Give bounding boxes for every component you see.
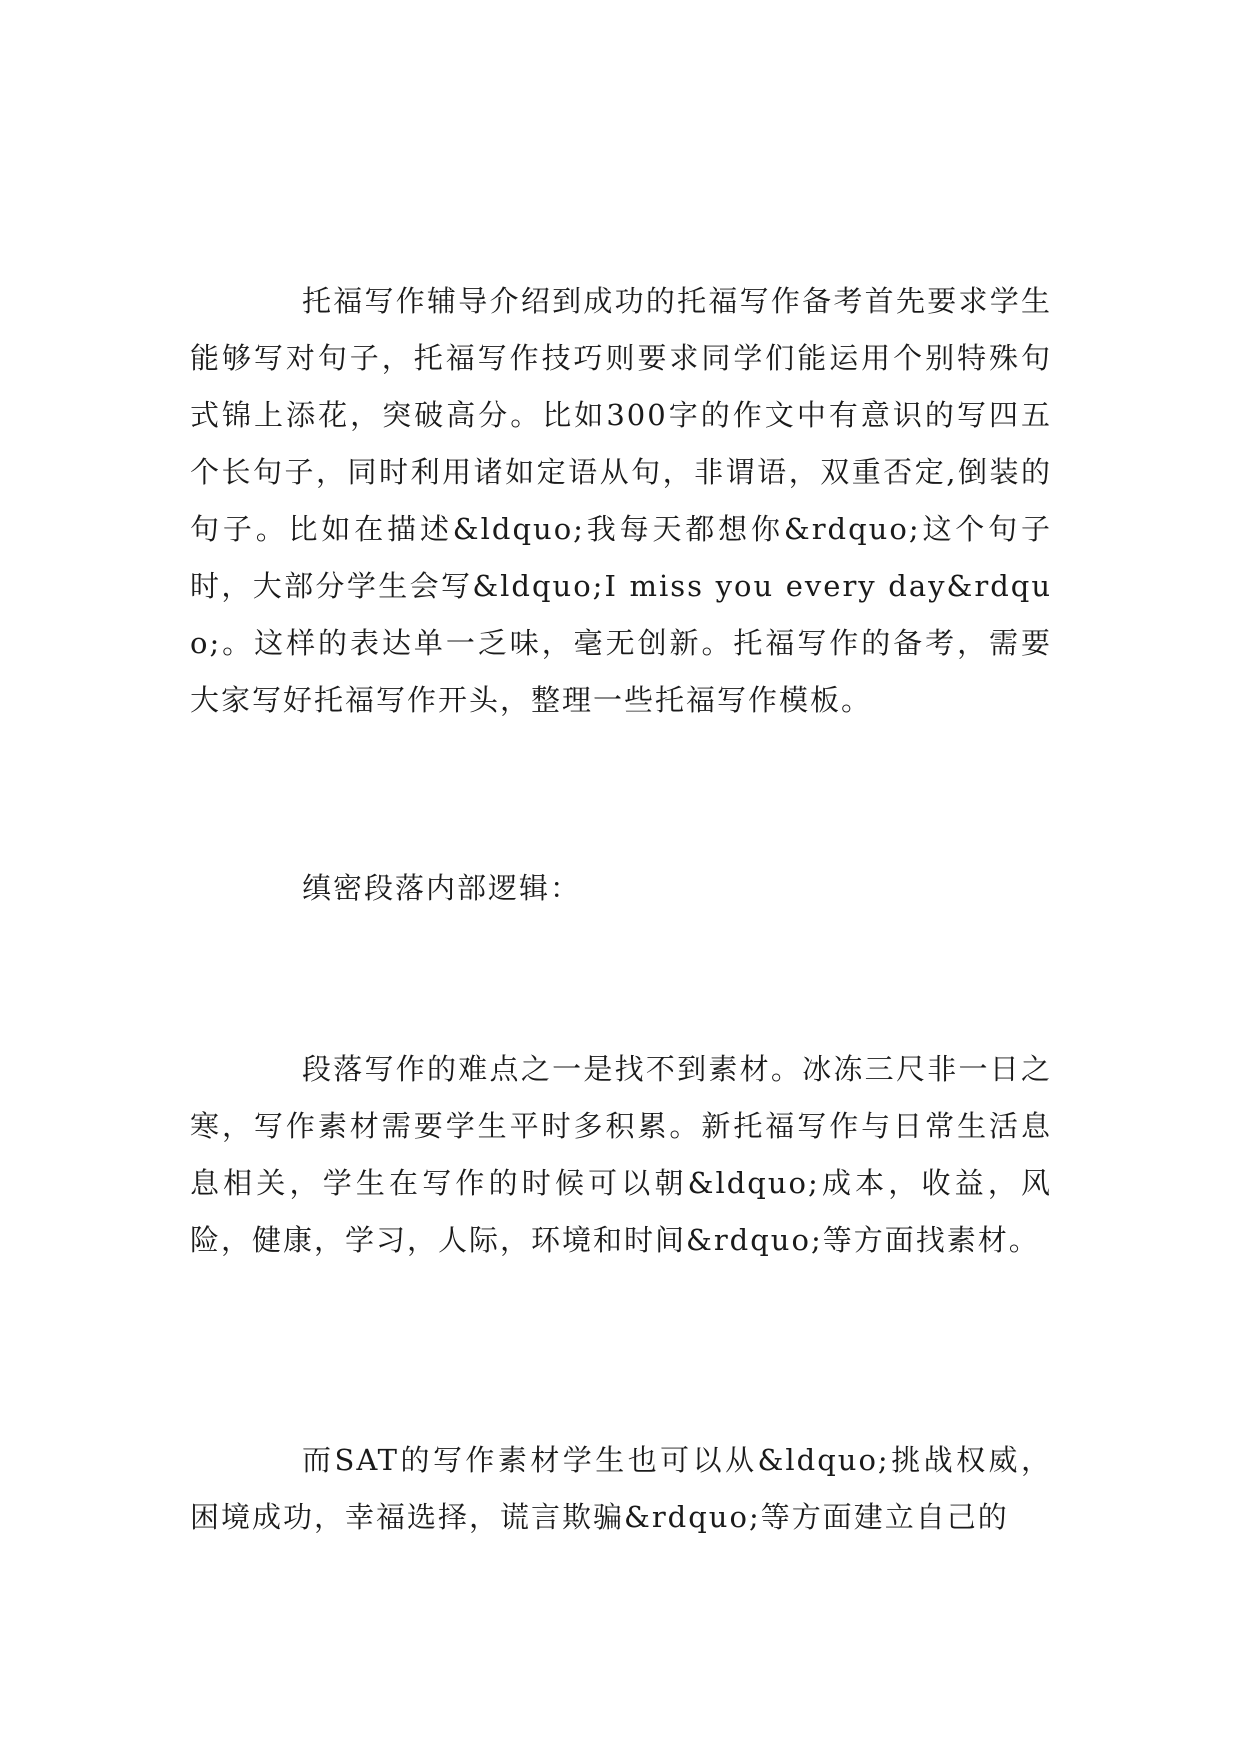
section-heading-paragraph-logic: 缜密段落内部逻辑：: [302, 871, 582, 905]
body-paragraph-intro: 托福写作辅导介绍到成功的托福写作备考首先要求学生能够写对句子，托福写作技巧则要求同学们能运用个别特殊句式锦上添花，突破高分。比如300字的作文中有意识的写四五个长句子，同时利用诸如定语从句，非谓语，双重否定,倒装的句子。比如在描述&ldquo;我每天都想你&rdquo;这个句子时，大部分学生会写&ldquo;I miss you every day&rdquo;。这样的表达单一乏味，毫无创新。托福写作的备考，需要大家写好托福写作开头，整理一些托福写作模板。: [190, 284, 1052, 717]
body-paragraph-materials: 段落写作的难点之一是找不到素材。冰冻三尺非一日之寒，写作素材需要学生平时多积累。新托福写作与日常生活息息相关，学生在写作的时候可以朝&ldquo;成本，收益，风险，健康，学习，人际，环境和时间&rdquo;等方面找素材。: [190, 1052, 1053, 1257]
body-paragraph-sat: 而SAT的写作素材学生也可以从&ldquo;挑战权威，困境成功，幸福选择，谎言欺骗&rdquo;等方面建立自己的: [190, 1443, 1052, 1534]
